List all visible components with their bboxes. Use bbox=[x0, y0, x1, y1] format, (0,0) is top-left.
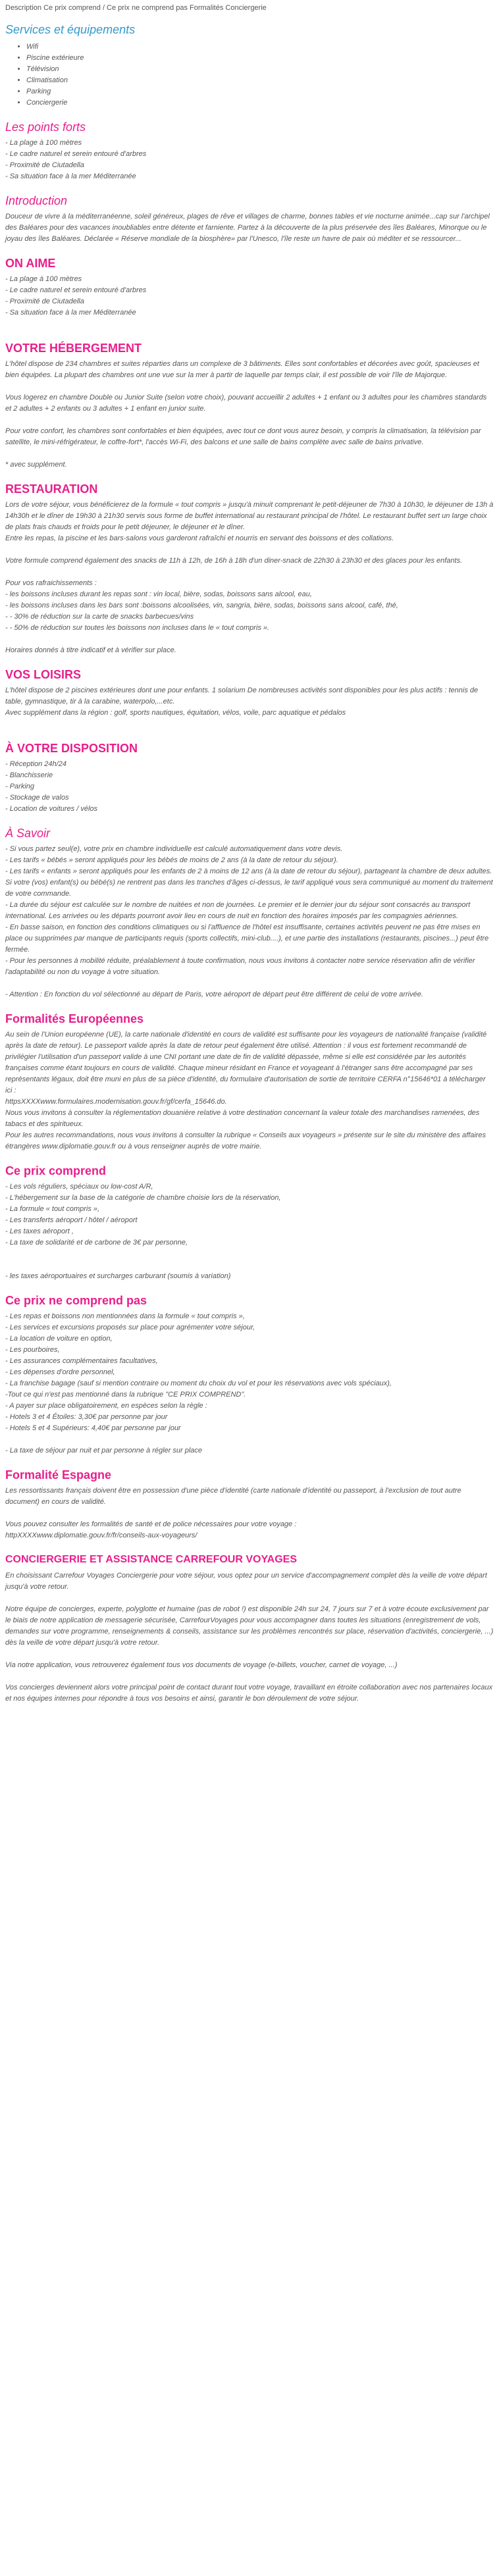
section-line: - Proximité de Ciutadella bbox=[5, 161, 84, 169]
section-line: - Location de voitures / vélos bbox=[5, 805, 98, 813]
section-line: Vos concierges deviennent alors votre principal point de contact durant tout votre voyage, travaillant en étroite collaboration avec nos partenaires locaux et nos équipes internes pour répondre à tous vos besoins et ainsi, garantir le bon déroulement de votre séjour. bbox=[5, 1684, 493, 1703]
section-title: VOS LOISIRS bbox=[5, 668, 82, 681]
section-title: RESTAURATION bbox=[5, 482, 98, 496]
section-title: Ce prix ne comprend pas bbox=[5, 1294, 147, 1307]
section-line: - Les tarifs « enfants » seront appliqués pour les enfants de 2 à moins de 12 ans (à la date de retour du séjour), partageant la chambre de deux adultes. bbox=[5, 867, 492, 875]
section-line: - Hotels 5 et 4 Supérieurs: 4,40€ par personne par jour bbox=[5, 1424, 181, 1432]
section-line bbox=[5, 1508, 494, 1519]
service-item: • Climatisation bbox=[26, 75, 494, 86]
section-line: - La plage à 100 mètres bbox=[5, 139, 82, 147]
section-title: À VOTRE DISPOSITION bbox=[5, 742, 138, 755]
section-title: VOTRE HÉBERGEMENT bbox=[5, 342, 142, 355]
section-line: Pour vos rafraichissements : bbox=[5, 579, 97, 587]
section-line: - La plage à 100 mètres bbox=[5, 275, 82, 283]
section-line bbox=[5, 978, 494, 989]
section-line bbox=[5, 1260, 494, 1271]
service-item: • Parking bbox=[26, 86, 494, 97]
section-line: - Réception 24h/24 bbox=[5, 760, 66, 768]
section-line: - Sa situation face à la mer Méditerranée bbox=[5, 309, 136, 317]
section-line: - Hotels 3 et 4 Étoiles: 3,30€ par personne par jour bbox=[5, 1413, 168, 1421]
section-line: * avec supplément. bbox=[5, 461, 67, 469]
section-line: - Parking bbox=[5, 783, 35, 790]
section-line bbox=[5, 1593, 494, 1604]
section-line: - La taxe de solidarité et de carbone de 3€ par personne, bbox=[5, 1239, 188, 1247]
section-line: - Les services et excursions proposés sur place pour agrémenter votre séjour, bbox=[5, 1324, 255, 1331]
section-line bbox=[5, 1671, 494, 1682]
sections-container bbox=[5, 119, 494, 1705]
section-line: - les boissons incluses durant les repas sont : vin local, bière, sodas, boissons sans alcool, eau, bbox=[5, 590, 312, 598]
section-title: Formalité Espagne bbox=[5, 1468, 112, 1481]
section-title: À Savoir bbox=[5, 827, 51, 840]
section-line: - La franchise bagage (sauf si mention contraire ou moment du choix du vol et pour les réservations avec vols spéciaux), bbox=[5, 1379, 392, 1387]
section-line: - Les dépenses d'ordre personnel, bbox=[5, 1368, 115, 1376]
section-line: Au sein de l'Union européenne (UE), la carte nationale d'identité en cours de validité est suffisante pour les voyageurs de nationalité française (validité après la date de retour). Le passeport valide après la date de retour peut également être utilisé. Attention : il vous est fortement recommandé de privilégier l'utilisation d'un passeport valide à une CNI portant une date de fin de validité dépassée, même si elle est considérée par les autorités françaises comme étant toujours en cours de validité. Chaque mineur résidant en France et voyageant à l'étranger sans être accompagné par ses représentants légaux, doit être muni en plus de sa pièce d'identité, du formulaire d'autorisation de sortie de territoire CERFA n°15646*01 à télécharger ici : bbox=[5, 1031, 487, 1095]
service-item: • Wifi bbox=[26, 41, 494, 53]
section-line bbox=[5, 634, 494, 645]
section-line: Votre formule comprend également des snacks de 11h à 12h, de 16h à 18h d'un diner-snack de 22h30 à 23h30 et des glaces pour les enfants. bbox=[5, 557, 463, 565]
service-item: • Piscine extérieure bbox=[26, 53, 494, 64]
section-line: Pour votre confort, les chambres sont confortables et bien équipées, avec tout ce dont vous aurez besoin, y compris la climatisation, la télévision par satellite, le mini-réfrigérateur, le coffre-fort*, l'accès Wi-Fi, des balcons et une salle de bains complète avec salle de bains privative. bbox=[5, 427, 481, 446]
section-line: - Les repas et boissons non mentionnées dans la formule « tout compris », bbox=[5, 1312, 245, 1320]
section-line bbox=[5, 1249, 494, 1260]
section-line: Vous logerez en chambre Double ou Junior Suite (selon votre choix), pouvant accueillir 2 adultes + 1 enfant ou 3 adultes pour les chambres standards et 2 adultes + 2 enfants ou 3 adultes + 1 enfant en junior suite. bbox=[5, 394, 487, 413]
section-line: - Attention : En fonction du vol sélectionné au départ de Paris, votre aéroport de départ peut être différent de celui de votre arrivée. bbox=[5, 991, 423, 998]
section-line: - En basse saison, en fonction des conditions climatiques ou si l'affluence de l'hôtel est insuffisante, certaines activités peuvent ne pas être mises en place ou supprimées par manque de participants requis (sports collectifs, mini-club....), et une partie des installations (restaurants, piscines...) peut être fermée. bbox=[5, 923, 489, 954]
section-title: Ce prix comprend bbox=[5, 1164, 107, 1177]
section-line: L'hôtel dispose de 234 chambres et suites réparties dans un complexe de 3 bâtiments. Elles sont confortables et décorées avec goût, spacieuses et bien équipées. La plupart des chambres ont une vue sur la mer à partir de laquelle par temps clair, il est possible de voir l'île de Majorque. bbox=[5, 360, 479, 379]
section-line: Pour les autres recommandations, nous vous invitons à consulter la rubrique « Conseils aux voyageurs » présente sur le site du ministère des affaires étrangères www.diplomatie.gouv.fr ou à vous renseigner auprès de votre mairie. bbox=[5, 1131, 486, 1150]
section-line: - L'hébergement sur la base de la catégorie de chambre choisie lors de la réservation, bbox=[5, 1194, 281, 1202]
section-line: - Les vols réguliers, spéciaux ou low-cost A/R, bbox=[5, 1183, 153, 1191]
section-line: - Pour les personnes à mobilité réduite, préalablement à toute confirmation, nous vous invitons à contacter notre service réservation afin de vérifier l'adaptabilité ou non du voyage à votre situation. bbox=[5, 957, 475, 976]
section-line: httpsXXXXwww.formulaires.modernisation.gouv.fr/gf/cerfa_15646.do. bbox=[5, 1098, 227, 1106]
section-line: - A payer sur place obligatoirement, en espèces selon la règle : bbox=[5, 1402, 207, 1410]
section-line: Vous pouvez consulter les formalités de santé et de police nécessaires pour votre voyage : bbox=[5, 1520, 297, 1528]
section-line: - Si vous partez seul(e), votre prix en chambre individuelle est calculé automatiquement dans votre devis. bbox=[5, 845, 343, 853]
section-line: Les ressortissants français doivent être en possession d'une pièce d'identité (carte nationale d'identité ou passeport, à l'exclusion de tout autre document) en cours de validité. bbox=[5, 1487, 461, 1506]
section-line: - La taxe de séjour par nuit et par personne à régler sur place bbox=[5, 1447, 203, 1455]
section-line: httpXXXXwww.diplomatie.gouv.fr/fr/conseils-aux-voyageurs/ bbox=[5, 1532, 197, 1539]
section-line bbox=[5, 567, 494, 578]
section-line bbox=[5, 381, 494, 392]
tab-navigation-line[interactable]: Description Ce prix comprend / Ce prix ne comprend pas Formalités Conciergerie bbox=[5, 4, 267, 12]
section-line: - - 50% de réduction sur toutes les boissons non incluses dans le « tout compris ». bbox=[5, 624, 270, 632]
section-line: Via notre application, vous retrouverez également tous vos documents de voyage (e-billets, voucher, carnet de voyage, ...) bbox=[5, 1661, 398, 1669]
section-line bbox=[5, 1649, 494, 1660]
section-line: Entre les repas, la piscine et les bars-salons vous garderont rafraîchi et nourris en servant des boissons et des collations. bbox=[5, 534, 394, 542]
section-line: - La location de voiture en option, bbox=[5, 1335, 113, 1343]
section-line: - Proximité de Ciutadella bbox=[5, 297, 84, 305]
section-title: Les points forts bbox=[5, 120, 86, 134]
section-title: Formalités Européennes bbox=[5, 1012, 144, 1025]
section-line: - Le cadre naturel et serein entouré d'arbres bbox=[5, 150, 147, 158]
section-line bbox=[5, 1434, 494, 1445]
section-line: - Le cadre naturel et serein entouré d'arbres bbox=[5, 286, 147, 294]
service-item: • Télévision bbox=[26, 64, 494, 75]
section-line: - La formule « tout compris », bbox=[5, 1205, 100, 1213]
section-line bbox=[5, 544, 494, 555]
section-line: - Les tarifs « bébés » seront appliqués pour les bébés de moins de 2 ans (à la date de retour du séjour). bbox=[5, 856, 338, 864]
section-title: ON AIME bbox=[5, 257, 56, 270]
section-line: Si votre (vos) enfant(s) ou bébé(s) ne rentrent pas dans les tranches d'âges ci-dessus, le tarif appliqué vous sera communiqué au moment du traitement de votre commande. bbox=[5, 879, 493, 898]
section-line: - Les transferts aéroport / hôtel / aéroport bbox=[5, 1216, 138, 1224]
section-title: CONCIERGERIE ET ASSISTANCE CARREFOUR VOYAGES bbox=[5, 1554, 298, 1565]
section-line: Lors de votre séjour, vous bénéficierez de la formule « tout compris » jusqu'à minuit comprenant le petit-déjeuner de 7h30 à 10h30, le déjeuner de 13h à 14h30h et le dîner de 19h30 à 21h30 servis sous forme de buffet international au restaurant principal de l'hôtel. Le restaurant buffet sert un large choix de plats frais chauds et froids pour le petit déjeuner, le déjeuner et le dîner. bbox=[5, 501, 494, 531]
section-line: - Sa situation face à la mer Méditerranée bbox=[5, 172, 136, 180]
service-item: • Conciergerie bbox=[26, 97, 494, 109]
section-line: - Les assurances complémentaires facultatives, bbox=[5, 1357, 158, 1365]
section-line: En choisissant Carrefour Voyages Conciergerie pour votre séjour, vous optez pour un service d'accompagnement complet dès la veille de votre départ jusqu'à votre retour. bbox=[5, 1572, 487, 1591]
section-line: Notre équipe de concierges, experte, polyglotte et humaine (pas de robot !) est disponible 24h sur 24, 7 jours sur 7 et à votre écoute exclusivement par le biais de notre application de messagerie sécurisée, CarrefourVoyages pour vous accompagner dans toutes les situations (enregistrement de vols, demandes sur votre programme, renseignements & conseils, assistance sur les problèmes rencontrés sur place, réservation d'activités, conciergerie, ...) dès la veille de votre départ jusqu'à votre retour. bbox=[5, 1605, 494, 1647]
section-line: Horaires donnés à titre indicatif et à vérifier sur place. bbox=[5, 646, 176, 654]
section-title: Introduction bbox=[5, 194, 68, 207]
section-line: - les taxes aéroportuaires et surcharges carburant (soumis à variation) bbox=[5, 1272, 231, 1280]
section-line: L'hôtel dispose de 2 piscines extérieures dont une pour enfants. 1 solarium De nombreuses activités sont disponibles pour les plus actifs : tennis de table, gymnastique, tir à la carabine, waterpolo,...etc. bbox=[5, 686, 479, 706]
section-line bbox=[5, 448, 494, 459]
section-line: -Tout ce qui n'est pas mentionné dans la rubrique "CE PRIX COMPREND". bbox=[5, 1391, 246, 1399]
section-line: - Blanchisserie bbox=[5, 771, 53, 779]
section-line: Nous vous invitons à consulter la réglementation douanière relative à votre destination concernant la valeur totale des marchandises ramenées, des tabacs et des spiritueux. bbox=[5, 1109, 480, 1128]
section-line: - La durée du séjour est calculée sur le nombre de nuitées et non de journées. Le premier et le dernier jour du séjour sont consacrés au transport international. Les arrivées ou les départs pourront avoir lieu en cours de nuit en fonction des horaires imposés par les compagnies aériennes. bbox=[5, 901, 471, 920]
section-line: - - 30% de réduction sur la carte de snacks barbecues/vins bbox=[5, 613, 194, 621]
section-line: - Les pourboires, bbox=[5, 1346, 60, 1354]
section-line: - Les taxes aéroport , bbox=[5, 1227, 74, 1235]
section-line: Avec supplément dans la région : golf, sports nautiques, équitation, vélos, voile, parc aquatique et pédalos bbox=[5, 709, 346, 717]
section-line: - Stockage de valos bbox=[5, 794, 69, 802]
section-line bbox=[5, 415, 494, 426]
section-line: - les boissons incluses dans les bars sont :boissons alcoolisées, vin, sangria, bière, sodas, boissons sans alcool, café, thé, bbox=[5, 602, 398, 609]
section-line: Douceur de vivre à la méditerranéenne, soleil généreux, plages de rêve et villages de charme, bonnes tables et vie nocturne animée...cap sur l'archipel des Baléares pour des vacances inoubliables entre détente et farniente. Partez à la découverte de la plus préservée des îles Baléares, Minorque ou le joyau des îles Baléares. Déclarée « Réserve mondiale de la biosphère» par l'Unesco, l'île reste un havre de paix où méditer et se ressourcer... bbox=[5, 213, 490, 243]
services-list bbox=[5, 41, 494, 109]
services-title: Services et équipements bbox=[5, 23, 136, 36]
